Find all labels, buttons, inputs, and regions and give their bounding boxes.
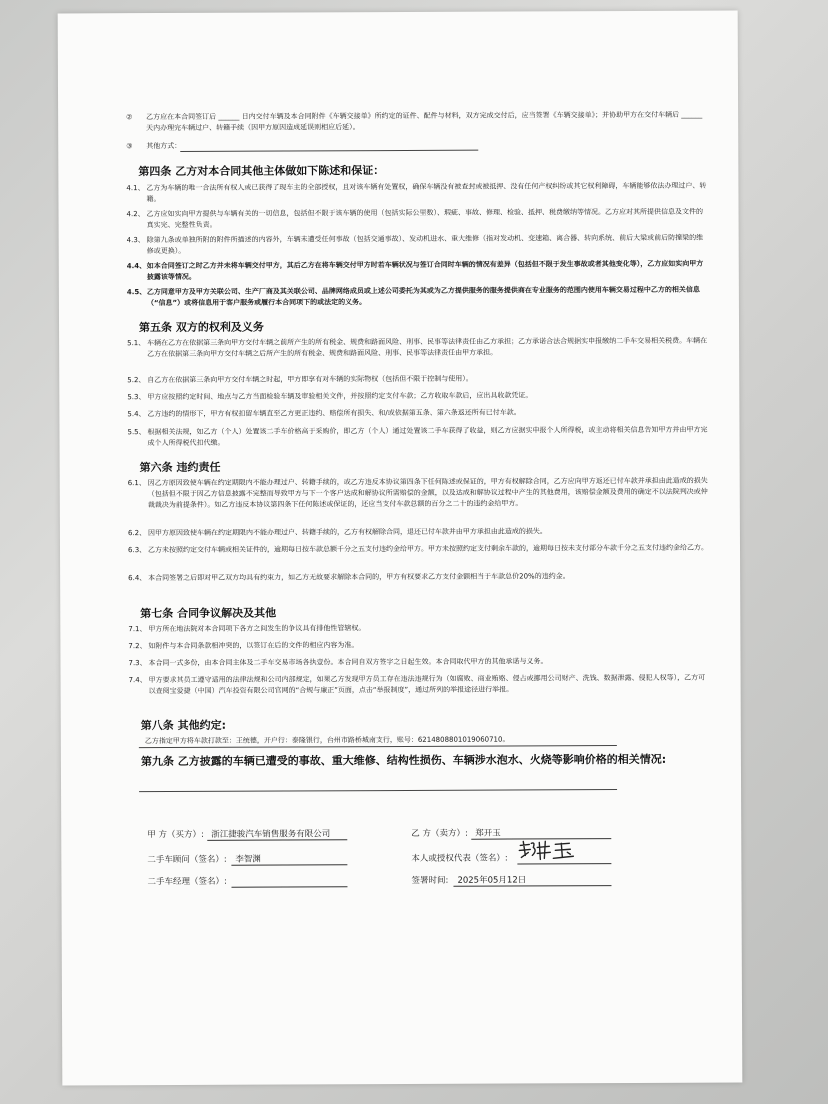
clause-text: 乙方未按照约定交付车辆或相关证件的，逾期每日按车款总额千分之五支付违约金给甲方。甲方未按照约定支付剩余车款的，逾期每日按未支付部分车款千分之五支付违约金给乙方。 [147,543,709,555]
clause-item [128,622,710,635]
clause-number: 5.4、 [127,410,146,419]
party-b-label: 乙 方（卖方）: [411,828,468,839]
party-b-value: 郑开玉 [475,828,501,839]
clause-number: 5.3、 [127,393,146,402]
clause-number: 7.2、 [128,642,147,651]
clause-item [128,639,710,652]
clause-text: 除第九条或单独所附的附件所描述的内容外，车辆未遭受任何事故（包括交通事故）、发动机进水、重大维修（指对发动机、变速箱、离合器、转向系统、前后大梁或前后防撞梁的维修或更换）。 [146,233,704,256]
clause-number: 6.1、 [127,479,146,488]
clause-number: 4.1、 [126,184,145,193]
clause-number: 6.2、 [127,529,147,538]
clause-text: 甲方要求其员工遵守适用的法律法规和公司内部规定，如果乙方发现甲方员工存在违法违规行为（如腐败、商业贿赂、侵占或挪用公司财产、洗钱、数据泄露、侵犯人权等），乙方可以查阅宝爱捷（中国）汽车投资有限公司官网的“合规与廉正”页面，点击“举报制度”，通过所列的举报途径进行举报。 [148,673,706,696]
clause-number: 6.3、 [127,546,147,555]
blank-line [139,789,617,792]
clause-item [126,207,709,231]
clause-item [127,373,709,386]
clause-item [127,526,710,539]
consultant-value: 李智渊 [235,854,261,865]
clause-text: 乙方违约的情形下，甲方有权扣留车辆直至乙方更正违约、赔偿所有损失、和/或依据第五条、第六条返还所有已付车款。 [147,408,521,419]
clause-text: 本合同签署之后即对甲乙双方均具有约束力，如乙方无故要求解除本合同的，甲方有权要求乙方支付金额相当于车款总价20%的违约金。 [148,572,570,583]
article-9-title: 第九条 乙方披露的车辆已遭受的事故、重大维修、结构性损伤、车辆涉水泡水、火烧等影响价格的相关情况: [140,752,667,769]
clause-item [126,233,709,257]
article-4-title: 第四条 乙方对本合同其他主体做如下陈述和保证： [138,164,385,179]
clause-number: 7.1、 [128,625,147,634]
clause-item [127,407,709,420]
representative-label: 本人或授权代表（签名）: [411,853,508,864]
article-6-title: 第六条 违约责任 [139,460,221,475]
clause-item [126,110,708,134]
contract-page [58,11,743,1086]
clause-item [128,673,711,697]
date-value: 2025年05月12日 [457,875,527,886]
clause-item [127,336,709,360]
clause-text: 如本合同签订之时乙方并未将车辆交付甲方，其后乙方在将车辆交付甲方时若车辆状况与签订合同时车辆的情况有差异（包括但不限于发生事故或者其他变化等），乙方应如实向甲方披露该等情况。 [146,259,704,282]
clause-number: 5.5、 [127,428,146,437]
party-a-value: 浙江捷骏汽车销售服务有限公司 [211,829,331,840]
clause-number: 6.4、 [128,574,147,583]
blank-line [180,150,478,152]
consultant-label: 二手车顾问（签名）: [147,854,227,866]
article-8-title: 第八条 其他约定: [140,718,227,733]
clause-text: 根据相关法规，如乙方（个人）处置该二手车价格高于采购价，即乙方（个人）通过处置该二手车获得了收益，则乙方应据实申报个人所得税，或主动将相关信息告知甲方并由甲方完成个人所得税代扣代缴。 [147,425,708,448]
clause-number: 7.4、 [128,676,147,685]
clause-text: 自乙方在依据第三条向甲方交付车辆之时起，甲方即享有对车辆的实际物权（包括但不限于控制与使用）。 [147,374,473,385]
clause-number: ② [126,113,133,122]
clause-item [128,656,710,669]
clause-text: 甲方应按照约定时间、地点与乙方当面检验车辆及审验相关文件，并按照约定支付车款；乙方收取车款后，应出具收款凭证。 [147,391,533,402]
clause-item [127,390,709,403]
clause-text: 其他方式： [146,141,182,151]
clause-item [127,425,709,449]
signature-line [517,863,611,864]
clause-item [126,181,708,205]
clause-text: 乙方应在本合同签订后 ______ 日内交付车辆及本合同附件《车辆交接单》所约定的证件、配件与材料，双方完成交付后，应当签署《车辆交接单》；并协助甲方在交付车辆后 ______ 天内办理完车辆过户、转籍手续（因甲方原因造成延误则相应后延）。 [146,110,703,133]
clause-item [126,285,709,309]
clause-text: 车辆在乙方在依据第三条向甲方交付车辆之前所产生的所有税金、规费和路面风险、刑事、民事等法律责任由乙方承担；乙方承诺合法合规据实申报缴纳二手车交易相关税费。车辆在乙方在依据第三条向甲方交付车辆之后所产生的所有税金、规费和路面风险、刑事、民事等法律责任由甲方承担。 [147,336,708,359]
clause-text: 本合同一式多份，由本合同主体及二手车交易市场各执壹份。本合同自双方签字之日起生效。本合同取代甲方的其他承诺与义务。 [148,657,548,668]
clause-number: 5.1、 [127,339,146,348]
article-7-title: 第七条 合同争议解决及其他 [140,606,277,621]
other-agreement-text: 乙方指定甲方将车款打款至：王统德，开户行：泰隆银行，台州市路桥城南支行，账号：6214808801019060710。 [144,735,510,746]
clause-text: 如附件与本合同条款相冲突的，以签订在后的文件的相应内容为准。 [148,641,359,651]
signature-line [231,886,347,888]
clause-text: 乙方应如实向甲方提供与车辆有关的一切信息，包括但不限于该车辆的使用（包括实际公里数）、瑕疵、事故、修理、检验、抵押、税费缴纳等情况。乙方应对其所提供信息及文件的真实完、完整性负责。 [146,207,704,230]
clause-text: 乙方为车辆的唯一合法所有权人或已获得了现车主的全部授权，且对该车辆有处置权，确保车辆没有被查封或被抵押、没有任何产权纠纷或其它权利障碍，车辆能够依法办理过户、转籍。 [146,181,707,204]
party-a-label: 甲 方（买方）: [147,829,204,841]
clause-number: 4.4、 [126,262,147,271]
signature-line [453,885,611,887]
clause-item [127,543,710,556]
clause-item [126,259,709,283]
clause-item [128,571,710,584]
clause-text: 因甲方原因致使车辆在约定期限内不能办理过户、转籍手续的，乙方有权解除合同，退还已付车款并由甲方承担由此造成的损失。 [147,527,547,538]
manager-label: 二手车经理（签名）: [147,876,227,888]
clause-text: 因乙方原因致使车辆在约定期限内不能办理过户、转籍手续的，或乙方违反本协议第四条下任何陈述或保证的，甲方有权解除合同，乙方应向甲方返还已付车款并承担由此造成的损失（包括但不限于因乙方信息披露不完整而导致甲方与下一个客户达成和解协议所需赔偿的金额，以及达成和解协议过程中产生的其他费用，该赔偿金额及费用的确定不以法院判决或仲裁裁决为前提条件）。如乙方违反本协议第四条下任何陈述或保证的，还应当支付车款总额的百分之二十的违约金给甲方。 [147,476,708,510]
clause-number: 7.3、 [128,659,147,668]
date-label: 签署时间: [411,875,449,886]
clause-item [127,476,710,511]
signature-line [231,864,347,866]
clause-number: ③ [126,142,133,151]
clause-text: 甲方所在地法院对本合同项下各方之间发生的争议具有排他性管辖权。 [148,624,366,634]
clause-number: 4.2、 [126,210,145,219]
clause-number: 4.3、 [126,236,145,245]
clause-text: 乙方同意甲方及甲方关联公司、生产厂商及其关联公司、品牌网络成员或上述公司委托为其或为乙方提供服务的服务提供商在专业服务的范围内使用车辆交易过程中乙方的相关信息（“信息”）或将信息用于客户服务或履行本合同项下的或法定的义务。 [146,285,700,308]
clause-number: 4.5、 [126,288,147,297]
signature-line [207,839,347,841]
clause-number: 5.2、 [127,376,146,385]
article-5-title: 第五条 双方的权利及义务 [139,320,264,335]
